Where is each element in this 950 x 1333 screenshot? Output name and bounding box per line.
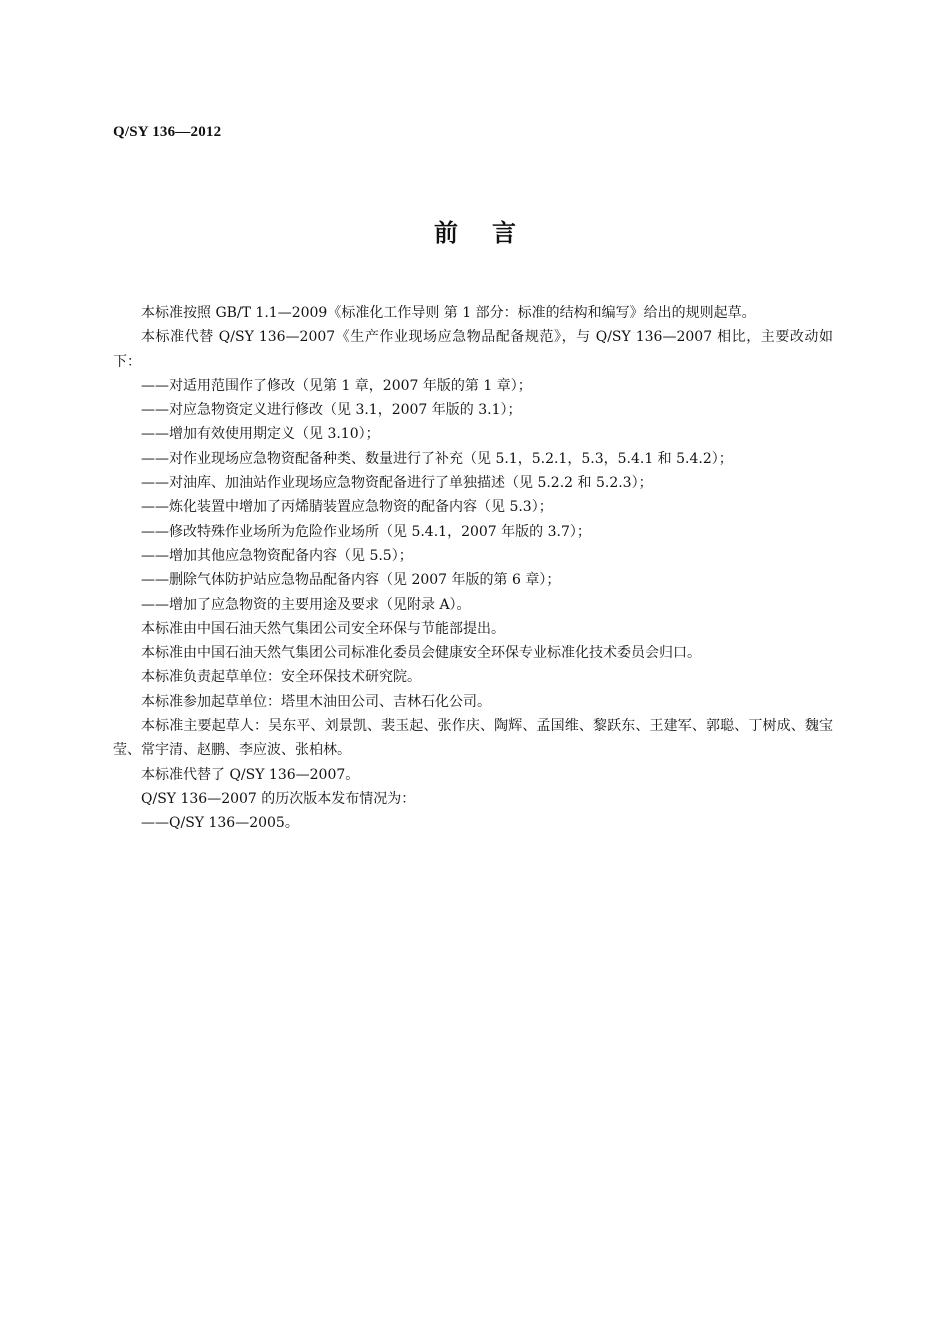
paragraph-history-intro: Q/SY 136—2007 的历次版本发布情况为： (141, 790, 416, 807)
paragraph-superseded: 本标准代替了 Q/SY 136—2007。 (141, 766, 360, 783)
paragraph-committee: 本标准由中国石油天然气集团公司标准化委员会健康安全环保专业标准化技术委员会归口。 (141, 645, 701, 662)
document-code: Q/SY 136—2012 (113, 124, 222, 140)
change-item: ——增加了应急物资的主要用途及要求（见附录 A）。 (141, 596, 471, 613)
change-item: ——对油库、加油站作业现场应急物资配备进行了单独描述（见 5.2.2 和 5.2.3）； (141, 475, 653, 492)
change-item: ——炼化装置中增加了丙烯腈装置应急物资的配备内容（见 5.3）； (141, 499, 553, 516)
foreword-body (113, 301, 833, 836)
paragraph-drafting-unit: 本标准负责起草单位：安全环保技术研究院。 (141, 669, 421, 686)
change-item: ——增加有效使用期定义（见 3.10）； (141, 426, 380, 443)
change-item: ——对应急物资定义进行修改（见 3.1，2007 年版的 3.1）； (141, 402, 522, 419)
change-item: ——修改特殊作业场所为危险作业场所（见 5.4.1，2007 年版的 3.7）； (141, 523, 591, 540)
change-item: ——增加其他应急物资配备内容（见 5.5）； (141, 547, 413, 564)
paragraph-proposer: 本标准由中国石油天然气集团公司安全环保与节能部提出。 (141, 620, 505, 637)
page-title: 前言 (434, 219, 550, 247)
change-item: ——对作业现场应急物资配备种类、数量进行了补充（见 5.1，5.2.1，5.3，5.4.1 和 5.4.2）； (141, 450, 733, 467)
change-item: ——删除气体防护站应急物品配备内容（见 2007 年版的第 6 章）； (141, 572, 561, 589)
paragraph-participating-units: 本标准参加起草单位：塔里木油田公司、吉林石化公司。 (141, 693, 491, 710)
paragraph-replaces: 本标准代替 Q/SY 136—2007《生产作业现场应急物品配备规范》，与 Q/SY 136—2007 相比，主要改动如下： (113, 329, 833, 370)
history-item: ——Q/SY 136—2005。 (141, 815, 299, 832)
paragraph-basis: 本标准按照 GB/T 1.1—2009《标准化工作导则 第 1 部分：标准的结构和编写》给出的规则起草。 (141, 305, 756, 321)
paragraph-drafters: 本标准主要起草人：吴东平、刘景凯、裴玉起、张作庆、陶辉、孟国维、黎跃东、王建军、郭聪、丁树成、魏宝莹、常宇清、赵鹏、李应波、张柏林。 (113, 718, 833, 759)
change-item: ——对适用范围作了修改（见第 1 章，2007 年版的第 1 章）； (141, 377, 532, 394)
